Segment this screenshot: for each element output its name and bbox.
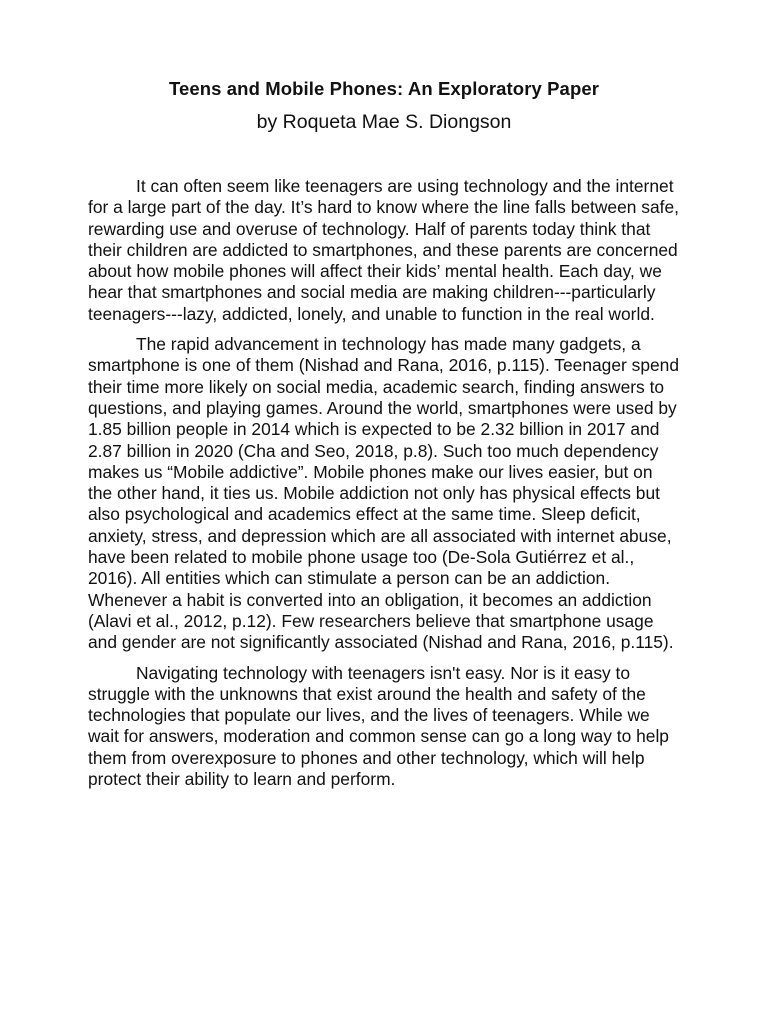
paragraph-1: It can often seem like teenagers are using technology and the internet for a large part of the day. It’s hard to know where the line falls between safe, rewarding use and overuse of technology. Half of parents today think that their children are addicted to smartphones, and these parents are concerned about how mobile phones will affect their kids’ mental health. Each day, we hear that smartphones and social media are making children---particularly teenagers---lazy, addicted, lonely, and unable to function in the real world. [88,176,679,324]
document-body [88,176,680,790]
document-title: Teens and Mobile Phones: An Exploratory Paper [168,78,600,99]
document-byline: by Roqueta Mae S. Diongson [256,111,512,133]
paragraph-2: The rapid advancement in technology has made many gadgets, a smartphone is one of them (Nishad and Rana, 2016, p.115). Teenager spend their time more likely on social media, academic search, finding answers to questions, and playing games. Around the world, smartphones were used by 1.85 billion people in 2014 which is expected to be 2.32 billion in 2017 and 2.87 billion in 2020 (Cha and Seo, 2018, p.8). Such too much dependency makes us “Mobile addictive”. Mobile phones make our lives easier, but on the other hand, it ties us. Mobile addiction not only has physical effects but also psychological and academics effect at the same time. Sleep deficit, anxiety, stress, and depression which are all associated with internet abuse, have been related to mobile phone usage too (De-Sola Gutiérrez et al., 2016). All entities which can stimulate a person can be an addiction. Whenever a habit is converted into an obligation, it becomes an addiction (Alavi et al., 2012, p.12). Few researchers believe that smartphone usage and gender are not significantly associated (Nishad and Rana, 2016, p.115). [88,334,680,653]
paragraph-3: Navigating technology with teenagers isn't easy. Nor is it easy to struggle with the unknowns that exist around the health and safety of the technologies that populate our lives, and the lives of teenagers. While we wait for answers, moderation and common sense can go a long way to help them from overexposure to phones and other technology, which will help protect their ability to learn and perform. [88,662,669,790]
